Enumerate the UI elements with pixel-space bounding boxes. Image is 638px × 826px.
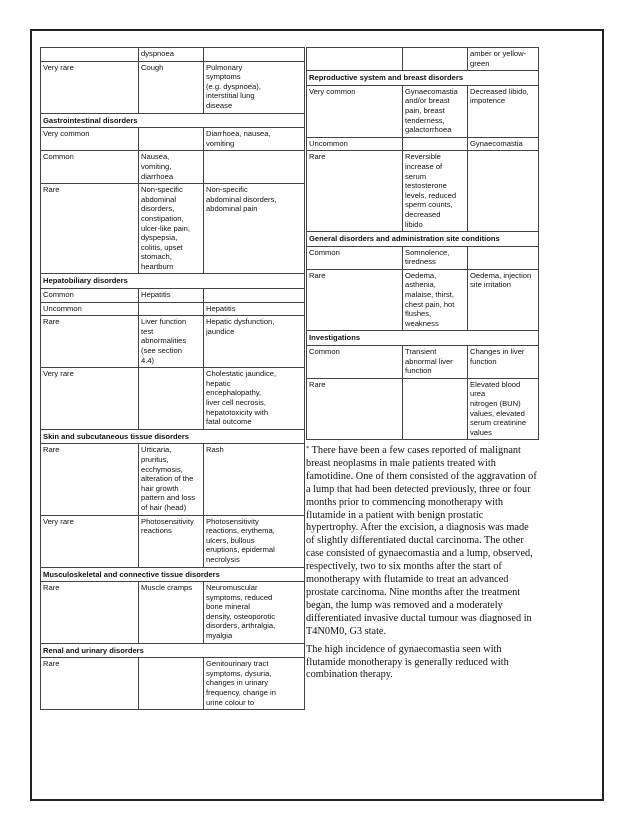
monotherapy-cell: Non-specific abdominal disorders, constipation, ulcer-like pain, dyspepsia, colitis, upset stomach, heartburn xyxy=(139,184,204,274)
table-row xyxy=(307,48,539,71)
frequency-cell: Rare xyxy=(41,444,139,515)
monotherapy-cell: Urticaria, pruritus, ecchymosis, alteration of the hair growth pattern and loss of hair (head) xyxy=(139,444,204,515)
combination-cell xyxy=(468,246,539,269)
combination-cell: amber or yellow- green xyxy=(468,48,539,71)
footnote xyxy=(306,445,538,687)
table-row xyxy=(41,48,305,62)
section-header: Gastrointestinal disorders xyxy=(41,113,305,128)
footnote-marker: * xyxy=(306,445,310,452)
section-header: Musculoskeletal and connective tissue disorders xyxy=(41,567,305,582)
monotherapy-cell xyxy=(139,302,204,316)
footnote-paragraph-1 xyxy=(306,445,538,639)
adverse-reactions-table-right xyxy=(306,47,539,440)
frequency-cell: Uncommon xyxy=(41,302,139,316)
table-row xyxy=(41,515,305,567)
frequency-cell: Rare xyxy=(41,184,139,274)
combination-cell: Non-specific abdominal disorders, abdominal pain xyxy=(204,184,305,274)
monotherapy-cell: Cough xyxy=(139,61,204,113)
frequency-cell: Very common xyxy=(307,85,403,137)
monotherapy-cell: Oedema, asthenia, malaise, thirst, chest pain, hot flushes, weakness xyxy=(403,269,468,331)
table-row xyxy=(41,61,305,113)
frequency-cell: Rare xyxy=(41,316,139,368)
combination-cell: Pulmonary symptoms (e.g. dyspnoea), interstitial lung disease xyxy=(204,61,305,113)
table-row xyxy=(41,289,305,303)
footnote-paragraph-2: The high incidence of gynaecomastia seen with flutamide monotherapy is generally reduced with combination therapy. xyxy=(306,643,509,681)
monotherapy-cell: Liver function test abnormalities (see section 4.4) xyxy=(139,316,204,368)
monotherapy-cell: Nausea, vomiting, diarrhoea xyxy=(139,151,204,184)
table-row xyxy=(307,346,539,379)
frequency-cell: Very rare xyxy=(41,61,139,113)
table-row xyxy=(307,137,539,151)
monotherapy-cell xyxy=(403,378,468,440)
table-row xyxy=(307,269,539,331)
footnote-text-1: There have been a few cases reported of malignant breast neoplasms in male patients treated with famotidine. One of them consisted of the aggravation of a lump that had been detected previously, three or four months prior to commencing monotherapy with flutamide in a patient with benign prostatic hypertrophy. After the excision, a diagnosis was made of slightly differentiated ductal carcinoma. The other case consisted of gynaecomastia and a lump, observed, respectively, two to six months after the start of monotherapy with flutamide to treat an advanced prostate carcinoma. Nine months after the treatment began, the lump was removed and a moderately differentiated invasive ductal tumour was diagnosed in T4N0M0, G3 state. xyxy=(306,445,537,637)
monotherapy-cell xyxy=(139,128,204,151)
section-header-row xyxy=(307,331,539,346)
monotherapy-cell: Gynaecomastia and/or breast pain, breast tenderness, galactorrhoea xyxy=(403,85,468,137)
monotherapy-cell: Transient abnormal liver function xyxy=(403,346,468,379)
table-body-right xyxy=(307,48,539,440)
section-header: Reproductive system and breast disorders xyxy=(307,71,539,86)
table-row xyxy=(307,85,539,137)
combination-cell xyxy=(204,289,305,303)
table-row xyxy=(41,658,305,710)
monotherapy-cell xyxy=(403,48,468,71)
section-header-row xyxy=(41,567,305,582)
frequency-cell: Very rare xyxy=(41,515,139,567)
combination-cell: Rash xyxy=(204,444,305,515)
frequency-cell: Rare xyxy=(307,378,403,440)
combination-cell: Cholestatic jaundice, hepatic encephalopathy, liver cell necrosis, hepatotoxicity with fatal outcome xyxy=(204,368,305,430)
section-header: Skin and subcutaneous tissue disorders xyxy=(41,429,305,444)
section-header-row xyxy=(41,274,305,289)
frequency-cell: Very rare xyxy=(41,368,139,430)
table-row xyxy=(41,316,305,368)
monotherapy-cell: Muscle cramps xyxy=(139,582,204,644)
combination-cell xyxy=(204,151,305,184)
section-header-row xyxy=(41,429,305,444)
section-header-row xyxy=(307,232,539,247)
table-row xyxy=(41,368,305,430)
combination-cell: Genitourinary tract symptoms, dysuria, changes in urinary frequency, change in urine colour to xyxy=(204,658,305,710)
combination-cell: Gynaecomastia xyxy=(468,137,539,151)
combination-cell: Hepatitis xyxy=(204,302,305,316)
monotherapy-cell: Photosensitivity reactions xyxy=(139,515,204,567)
combination-cell: Elevated blood urea nitrogen (BUN) values, elevated serum creatinine values xyxy=(468,378,539,440)
table-row xyxy=(41,582,305,644)
frequency-cell: Rare xyxy=(41,658,139,710)
monotherapy-cell: Somnolence, tiredness xyxy=(403,246,468,269)
frequency-cell: Common xyxy=(307,346,403,379)
table-row xyxy=(41,151,305,184)
monotherapy-cell: Reversible increase of serum testosterone levels, reduced sperm counts, decreased libido xyxy=(403,151,468,232)
table-row xyxy=(307,246,539,269)
combination-cell: Diarrhoea, nausea, vomiting xyxy=(204,128,305,151)
frequency-cell: Rare xyxy=(307,269,403,331)
combination-cell xyxy=(468,151,539,232)
section-header: Investigations xyxy=(307,331,539,346)
frequency-cell: Rare xyxy=(307,151,403,232)
table-body-left xyxy=(41,48,305,710)
section-header: Renal and urinary disorders xyxy=(41,643,305,658)
adverse-reactions-table-left xyxy=(40,47,305,710)
frequency-cell: Common xyxy=(41,151,139,184)
frequency-cell: Rare xyxy=(41,582,139,644)
section-header-row xyxy=(41,643,305,658)
table-row xyxy=(307,151,539,232)
combination-cell: Photosensitivity reactions, erythema, ulcers, bullous eruptions, epidermal necrolysis xyxy=(204,515,305,567)
section-header: General disorders and administration site conditions xyxy=(307,232,539,247)
table-row xyxy=(41,128,305,151)
frequency-cell: Common xyxy=(307,246,403,269)
section-header-row xyxy=(307,71,539,86)
section-header: Hepatobiliary disorders xyxy=(41,274,305,289)
frequency-cell: Common xyxy=(41,289,139,303)
frequency-cell: Uncommon xyxy=(307,137,403,151)
frequency-cell: Very common xyxy=(41,128,139,151)
table-row xyxy=(41,302,305,316)
combination-cell: Oedema, injection site irritation xyxy=(468,269,539,331)
combination-cell: Hepatic dysfunction, jaundice xyxy=(204,316,305,368)
monotherapy-cell xyxy=(139,658,204,710)
frequency-cell xyxy=(41,48,139,62)
frequency-cell xyxy=(307,48,403,71)
monotherapy-cell xyxy=(139,368,204,430)
monotherapy-cell xyxy=(403,137,468,151)
combination-cell: Decreased libido, impotence xyxy=(468,85,539,137)
table-row xyxy=(41,184,305,274)
table-row xyxy=(41,444,305,515)
table-row xyxy=(307,378,539,440)
combination-cell xyxy=(204,48,305,62)
combination-cell: Neuromuscular symptoms, reduced bone mineral density, osteoporotic disorders, arthralgia, myalgia xyxy=(204,582,305,644)
combination-cell: Changes in liver function xyxy=(468,346,539,379)
monotherapy-cell: dyspnoea xyxy=(139,48,204,62)
monotherapy-cell: Hepatitis xyxy=(139,289,204,303)
section-header-row xyxy=(41,113,305,128)
